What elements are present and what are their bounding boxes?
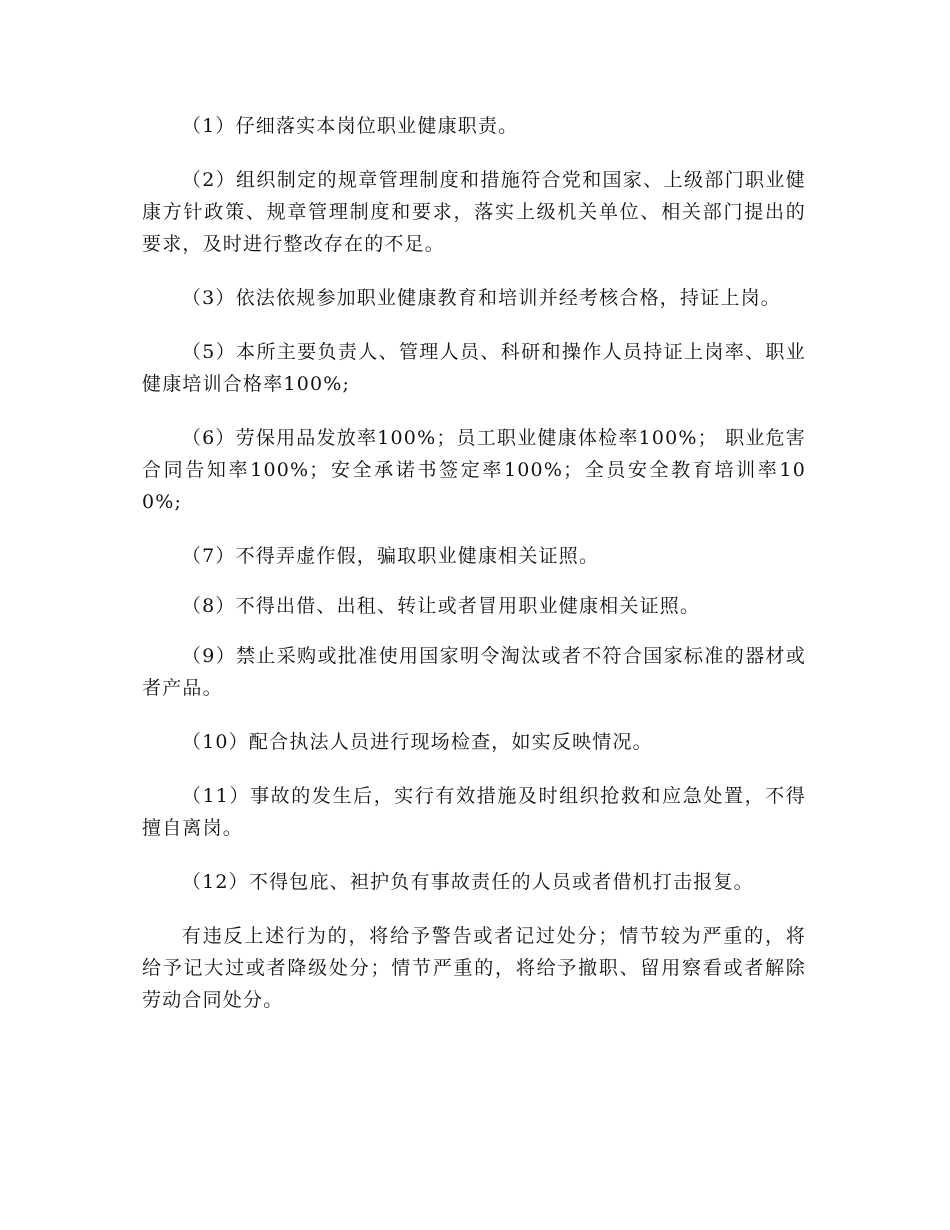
paragraph-7: （7）不得弄虚作假，骗取职业健康相关证照。 (181, 545, 600, 567)
paragraph-3: （3）依法依规参加职业健康教育和培训并经考核合格，持证上岗。 (181, 287, 781, 309)
paragraph-8: （8）不得出借、出租、转让或者冒用职业健康相关证照。 (181, 595, 701, 617)
paragraph-12: （12）不得包庇、袒护负有事故责任的人员或者借机打击报复。 (181, 871, 754, 893)
paragraph-2: （2）组织制定的规章管理制度和措施符合党和国家、上级部门职业健康方针政策、规章管理制度和要求，落实上级机关单位、相关部门提出的要求，及时进行整改存在的不足。 (142, 169, 806, 255)
paragraph-6: （6）劳保用品发放率100%；员工职业健康体检率100%； 职业危害合同告知率100%；安全承诺书签定率100%；全员安全教育培训率100%; (142, 427, 806, 513)
paragraph-11: （11）事故的发生后，实行有效措施及时组织抢救和应急处置，不得擅自离岗。 (142, 785, 806, 839)
document-body (142, 110, 806, 1038)
closing-paragraph: 有违反上述行为的，将给予警告或者记过处分；情节较为严重的，将给予记大过或者降级处分；情节严重的，将给予撤职、留用察看或者解除劳动合同处分。 (142, 925, 806, 1011)
paragraph-10: （10）配合执法人员进行现场检查，如实反映情况。 (181, 731, 653, 753)
paragraph-1: （1）仔细落实本岗位职业健康职责。 (181, 115, 519, 137)
paragraph-5: （5）本所主要负责人、管理人员、科研和操作人员持证上岗率、职业健康培训合格率100%; (142, 341, 806, 395)
paragraph-9: （9）禁止采购或批准使用国家明令淘汰或者不符合国家标准的器材或者产品。 (142, 645, 806, 699)
